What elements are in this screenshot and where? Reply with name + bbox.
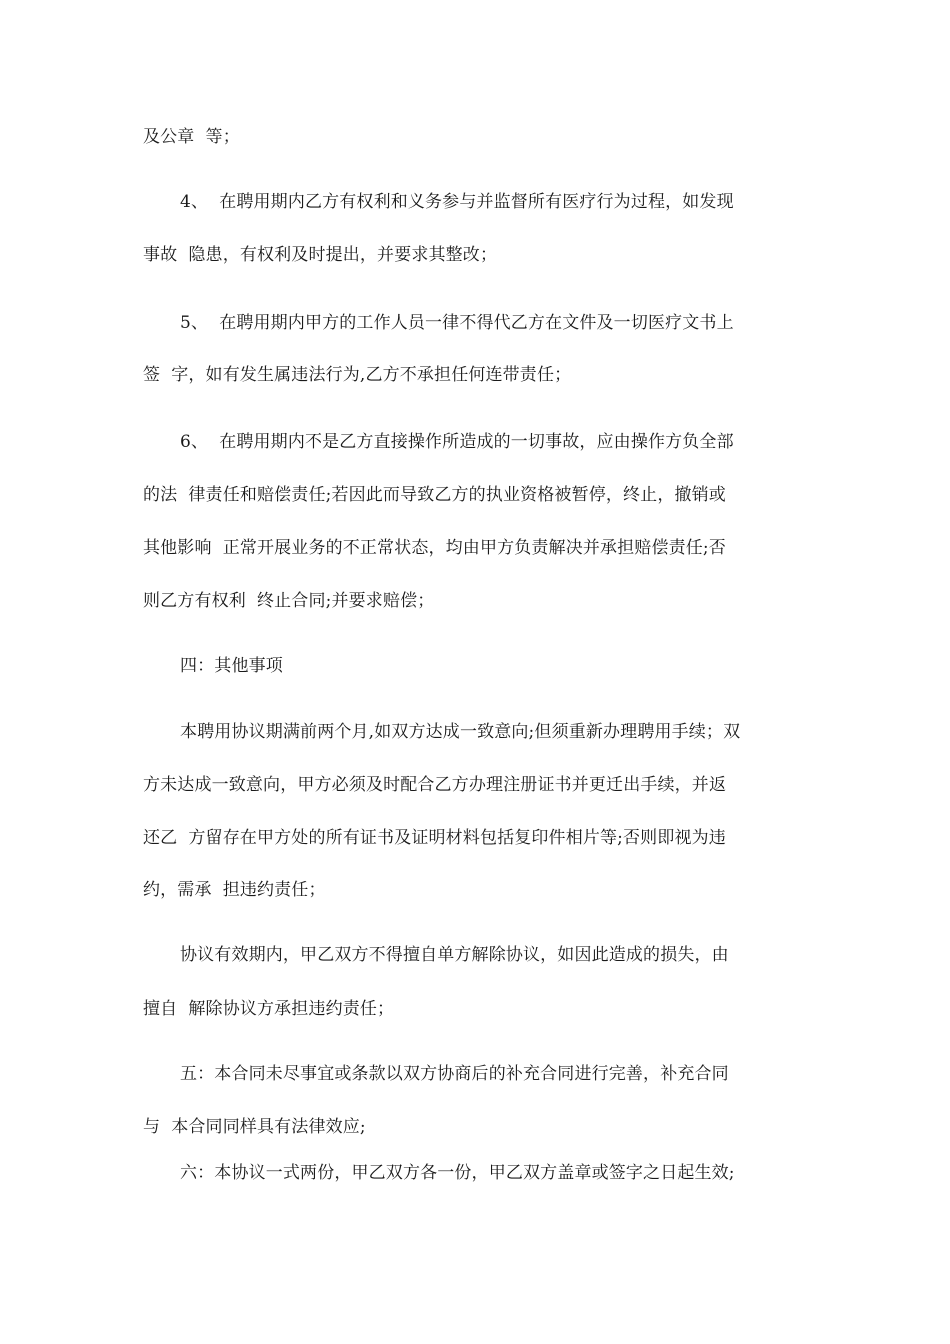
section-4-heading: 四：其他事项: [180, 656, 283, 676]
section-5-line-2: 与 本合同同样具有法律效应;: [143, 1117, 366, 1137]
validity-paragraph-line-1: 协议有效期内，甲乙双方不得擅自单方解除协议，如因此造成的损失，由: [180, 945, 729, 965]
clause-5-line-2: 签 字，如有发生属违法行为,乙方不承担任何连带责任；: [143, 365, 572, 385]
clause-5-line-1: 5、 在聘用期内甲方的工作人员一律不得代乙方在文件及一切医疗文书上: [180, 313, 734, 333]
clause-6-line-3: 其他影响 正常开展业务的不正常状态，均由甲方负责解决并承担赔偿责任;否: [143, 538, 726, 558]
validity-paragraph-line-2: 擅自 解除协议方承担违约责任；: [143, 999, 395, 1019]
clause-6-line-1: 6、 在聘用期内不是乙方直接操作所造成的一切事故，应由操作方负全部: [180, 432, 734, 452]
term-paragraph-line-1: 本聘用协议期满前两个月,如双方达成一致意向;但须重新办理聘用手续；双: [180, 722, 741, 742]
clause-6-line-2: 的法 律责任和赔偿责任;若因此而导致乙方的执业资格被暂停，终止，撤销或: [143, 485, 726, 505]
term-paragraph-line-2: 方未达成一致意向，甲方必须及时配合乙方办理注册证书并更迁出手续，并返: [143, 775, 727, 795]
term-paragraph-line-3: 还乙 方留存在甲方处的所有证书及证明材料包括复印件相片等;否则即视为违: [143, 828, 726, 848]
term-paragraph-line-4: 约，需承 担违约责任；: [143, 880, 326, 900]
section-6-line-1: 六：本协议一式两份，甲乙双方各一份，甲乙双方盖章或签字之日起生效;: [180, 1163, 735, 1183]
text-line-1: 及公章 等；: [143, 127, 240, 147]
clause-4-line-1: 4、 在聘用期内乙方有权利和义务参与并监督所有医疗行为过程，如发现: [180, 192, 734, 212]
clause-6-line-4: 则乙方有权利 终止合同;并要求赔偿；: [143, 591, 435, 611]
clause-4-line-2: 事故 隐患，有权利及时提出，并要求其整改；: [143, 245, 498, 265]
section-5-line-1: 五：本合同未尽事宜或条款以双方协商后的补充合同进行完善，补充合同: [180, 1064, 729, 1084]
